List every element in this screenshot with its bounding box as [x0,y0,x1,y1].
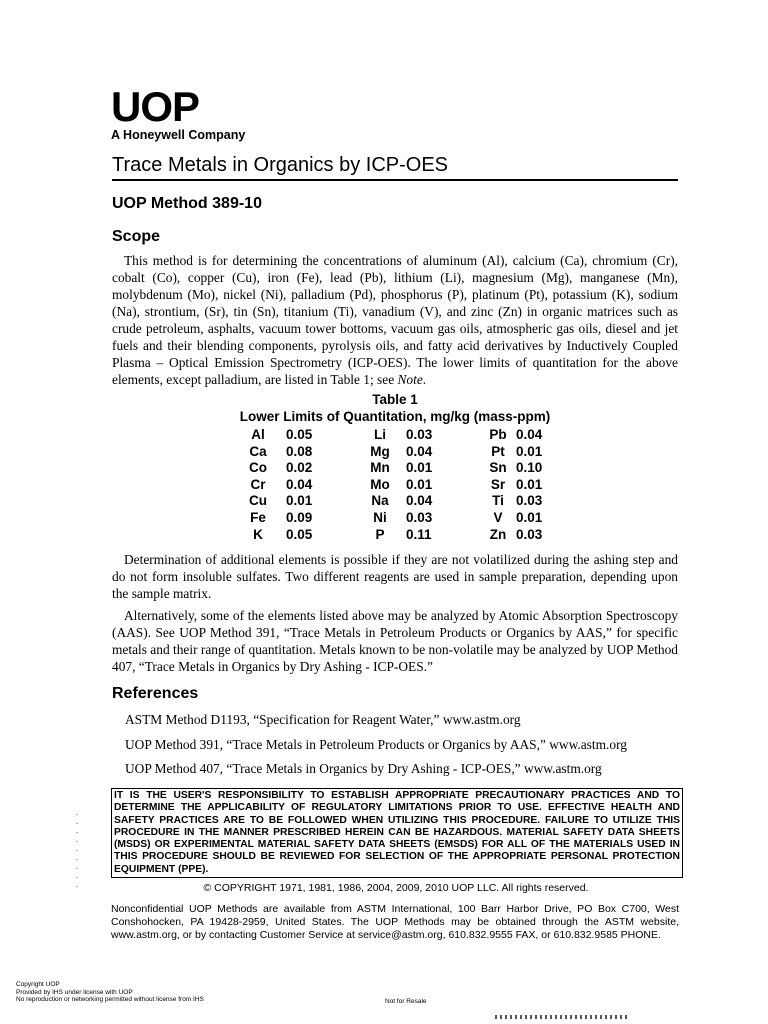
footer-line: No reproduction or networking permitted without license from IHS [16,996,204,1003]
element-symbol: Pb [489,427,507,442]
quantitation-limit: 0.03 [516,526,543,542]
quantitation-limit: 0.04 [406,443,433,459]
scope-paragraph-3: Alternatively, some of the elements listed above may be analyzed by Atomic Absorption Spectroscopy (AAS). See UOP Method 391, “Trace Metals in Petroleum Products or Organics by AAS,” for specific metals and their range of quantitation. Metals known to be non-volatile may be analyzed by UOP Method 407, “Trace Metals in Organics by Dry Ashing - ICP-OES.” [112,608,678,674]
table1-subcaption: Lower Limits of Quantitation, mg/kg (mass-ppm) [239,409,551,424]
element-symbol: Li [374,427,386,442]
reference-item: UOP Method 407, “Trace Metals in Organics by Dry Ashing - ICP-OES,” www.astm.org [125,761,602,776]
table-row [240,493,560,510]
element-symbol: Ca [249,443,267,459]
quantitation-limit: 0.01 [516,443,543,459]
scope-p1-text: This method is for determining the concentrations of aluminum (Al), calcium (Ca), chromium (Cr), cobalt (Co), copper (Cu), iron (Fe), lead (Pb), lithium (Li), magnesium (Mg), manganese (Mn), molybdenum (Mo), nickel (Ni), palladium (Pd), phosphorus (P), platinum (Pt), potassium (K), sodium (Na), strontium, (Sr), tin (Sn), titanium (Ti), vanadium (V), and zinc (Zn) in organic matrices such as crude petroleum, asphalts, vacuum tower bottoms, vacuum gas oils, atmospheric gas oils, diesel and jet fuels and their blending components, pyrolysis oils, and fatty acid derivatives by Inductively Coupled Plasma – Optical Emission Spectrometry (ICP-OES). The lower limits of quantitation for the above elements, except palladium, are listed in Table 1; see [112,253,678,387]
quantitation-limit: 0.02 [286,460,313,476]
margin-marks [76,814,78,894]
footer-line: Provided by IHS under license with UOP [16,988,133,996]
document-title: Trace Metals in Organics by ICP-OES [112,153,678,181]
element-symbol: Zn [489,526,507,542]
quantitation-limit: 0.08 [286,443,313,459]
element-symbol: Pt [491,443,505,459]
table-row [240,460,560,477]
quantitation-limit: 0.01 [516,509,543,525]
table-row [240,477,560,494]
element-symbol: Mg [370,443,390,459]
quantitation-limit: 0.01 [286,493,313,509]
table-row [240,427,560,444]
element-symbol: Sr [490,476,506,492]
uop-logo [111,83,246,142]
element-symbol: V [493,509,503,525]
quantitation-limit: 0.10 [516,460,543,476]
element-symbol: Ni [373,509,387,525]
scope-paragraph-1 [112,252,678,388]
table-row [240,527,560,544]
table-row [240,510,560,527]
quantitation-limit: 0.09 [286,509,313,525]
quantitation-limit: 0.04 [286,476,313,492]
table1-caption: Table 1 [372,392,418,407]
method-number: UOP Method 389-10 [112,195,262,212]
scan-dots [495,1015,630,1019]
nonconfidential-notice: Nonconfidential UOP Methods are available from ASTM International, 100 Barr Harbor Drive, PO Box C700, West Conshohocken, PA 19428-2959, United States. The UOP Methods may be obtained through the ASTM website, www.astm.org, or by contacting Customer Service at service@astm.org, 610.832.9555 FAX, or 610.832.9585 PHONE. [111,903,679,941]
quantitation-limit: 0.03 [406,427,433,442]
reference-item: ASTM Method D1193, “Specification for Reagent Water,” www.astm.org [125,712,521,727]
quantitation-limit: 0.01 [406,460,433,476]
scope-heading: Scope [112,228,161,245]
element-symbol: Co [249,460,267,476]
element-symbol: Sn [489,460,507,476]
element-symbol: K [253,526,263,542]
element-symbol: Na [371,493,389,509]
footer-line: Copyright UOP [16,981,60,988]
lower-limits-table [240,427,560,543]
quantitation-limit: 0.03 [406,509,433,525]
element-symbol: P [375,526,385,542]
references-heading: References [112,685,199,702]
element-symbol: Al [251,427,265,442]
quantitation-limit: 0.04 [406,493,433,509]
logo-wordmark: UOP [111,83,200,130]
quantitation-limit: 0.01 [406,476,433,492]
quantitation-limit: 0.01 [516,476,543,492]
quantitation-limit: 0.11 [406,526,432,542]
copyright-notice: © COPYRIGHT 1971, 1981, 1986, 2004, 2009, 2010 UOP LLC. All rights reserved. [203,882,589,894]
element-symbol: Cr [250,476,266,492]
logo-subtitle: A Honeywell Company [111,128,246,142]
scope-p1-note: Note [397,372,423,387]
element-symbol: Mo [370,476,390,492]
table-row [240,444,560,461]
quantitation-limit: 0.04 [516,427,543,442]
ihs-footer [16,981,204,1004]
quantitation-limit: 0.05 [286,427,313,442]
reference-item: UOP Method 391, “Trace Metals in Petroleum Products or Organics by AAS,” www.astm.org [125,737,627,752]
quantitation-limit: 0.05 [286,526,313,542]
not-for-resale: Not for Resale [385,998,427,1005]
element-symbol: Cu [249,493,267,509]
safety-warning-box: IT IS THE USER'S RESPONSIBILITY TO ESTABLISH APPROPRIATE PRECAUTIONARY PRACTICES AND TO DETERMINE THE APPLICABILITY OF REGULATORY LIMITATIONS PRIOR TO USE. EFFECTIVE HEALTH AND SAFETY PRACTICES ARE TO BE FOLLOWED WHEN UTILIZING THIS PROCEDURE. FAILURE TO UTILIZE THIS PROCEDURE IN THE MANNER PRESCRIBED HEREIN CAN BE HAZARDOUS. MATERIAL SAFETY DATA SHEETS (MSDS) OR EXPERIMENTAL MATERIAL SAFETY DATA SHEETS (EMSDS) FOR ALL OF THE MATERIALS USED IN THIS PROCEDURE SHOULD BE REVIEWED FOR SELECTION OF THE APPROPRIATE PERSONAL PROTECTION EQUIPMENT (PPE). [111,788,683,878]
element-symbol: Mn [370,460,390,476]
element-symbol: Fe [250,509,266,525]
scope-paragraph-2: Determination of additional elements is possible if they are not volatilized during the ashing step and do not form insoluble sulfates. Two different reagents are used in sample preparation, depending upon the sample matrix. [112,552,678,601]
quantitation-limit: 0.03 [516,493,543,509]
scope-p1-end: . [422,372,427,387]
element-symbol: Ti [492,493,504,509]
